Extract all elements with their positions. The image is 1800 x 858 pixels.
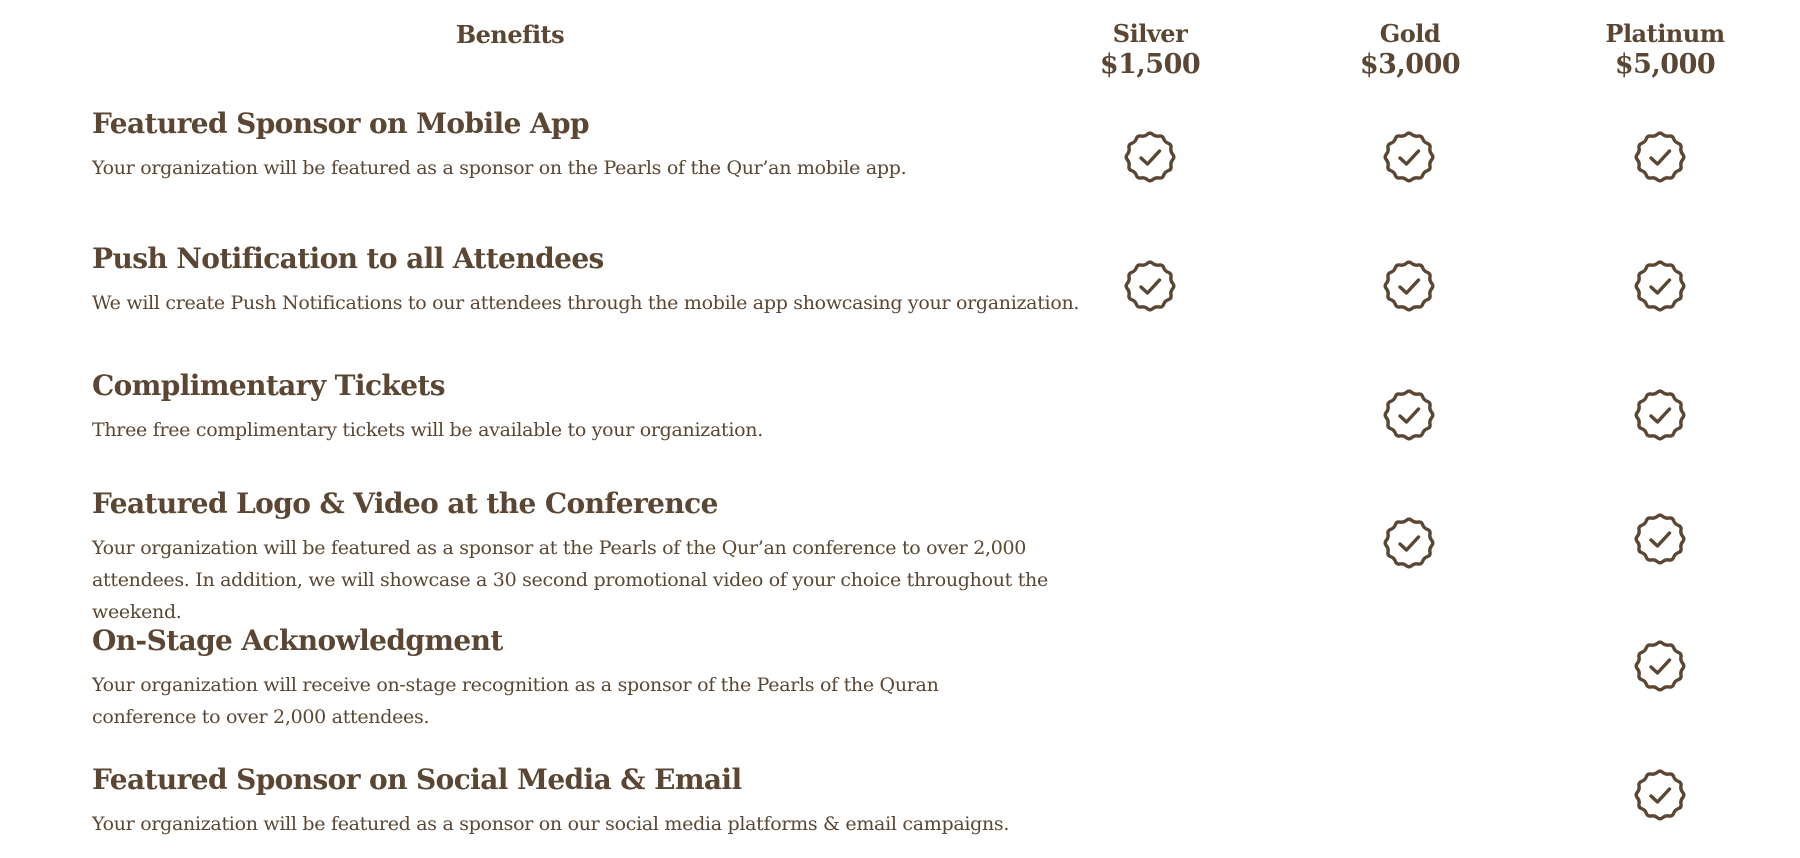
benefits-column-header: Benefits bbox=[455, 20, 565, 49]
benefit-row-push-notification bbox=[0, 241, 1800, 351]
tier-header-platinum bbox=[1565, 20, 1765, 82]
tier-header-silver bbox=[1050, 20, 1250, 82]
platinum-included-check-icon bbox=[1631, 386, 1689, 444]
tier-name: Gold bbox=[1379, 19, 1441, 48]
silver-included-check-icon bbox=[1121, 128, 1179, 186]
benefit-description: Your organization will be featured as a sponsor on our social media platforms & email campaigns. bbox=[92, 813, 1010, 835]
gold-included-check-icon bbox=[1380, 257, 1438, 315]
tier-header-gold bbox=[1310, 20, 1510, 82]
benefit-title: Featured Logo & Video at the Conference bbox=[92, 487, 718, 520]
table-header bbox=[0, 0, 1800, 100]
benefit-description: We will create Push Notifications to our attendees through the mobile app showcasing your organization. bbox=[92, 292, 1080, 314]
benefit-row-social-media bbox=[0, 762, 1800, 852]
benefit-row-mobile-app bbox=[0, 106, 1800, 216]
benefit-title: Featured Sponsor on Social Media & Email bbox=[92, 763, 742, 796]
benefit-description: Three free complimentary tickets will be available to your organization. bbox=[92, 419, 763, 441]
benefit-row-logo-video bbox=[0, 486, 1800, 623]
benefit-description: Your organization will be featured as a sponsor on the Pearls of the Qur’an mobile app. bbox=[92, 157, 907, 179]
benefit-title: On-Stage Acknowledgment bbox=[92, 624, 503, 657]
benefit-description: Your organization will receive on-stage recognition as a sponsor of the Pearls of the Quran conference to over 2,000 attendees. bbox=[92, 674, 939, 728]
tier-price: $1,500 bbox=[1099, 49, 1201, 80]
platinum-included-check-icon bbox=[1631, 128, 1689, 186]
benefit-description: Your organization will be featured as a sponsor at the Pearls of the Qur’an conference to over 2,000 attendees. In addition, we will showcase a 30 second promotional video of your choice throughout the weekend. bbox=[92, 537, 1048, 623]
gold-included-check-icon bbox=[1380, 128, 1438, 186]
tier-price: $3,000 bbox=[1359, 49, 1461, 80]
benefit-title: Featured Sponsor on Mobile App bbox=[92, 107, 590, 140]
platinum-included-check-icon bbox=[1631, 510, 1689, 568]
benefit-row-on-stage bbox=[0, 623, 1800, 753]
tier-name: Silver bbox=[1112, 19, 1188, 48]
platinum-included-check-icon bbox=[1631, 257, 1689, 315]
benefit-row-complimentary-tickets bbox=[0, 368, 1800, 478]
tier-name: Platinum bbox=[1605, 19, 1725, 48]
platinum-included-check-icon bbox=[1631, 766, 1689, 824]
silver-included-check-icon bbox=[1121, 257, 1179, 315]
benefit-title: Complimentary Tickets bbox=[92, 369, 445, 402]
gold-included-check-icon bbox=[1380, 514, 1438, 572]
gold-included-check-icon bbox=[1380, 386, 1438, 444]
platinum-included-check-icon bbox=[1631, 637, 1689, 695]
benefit-title: Push Notification to all Attendees bbox=[92, 242, 604, 275]
tier-price: $5,000 bbox=[1614, 49, 1716, 80]
